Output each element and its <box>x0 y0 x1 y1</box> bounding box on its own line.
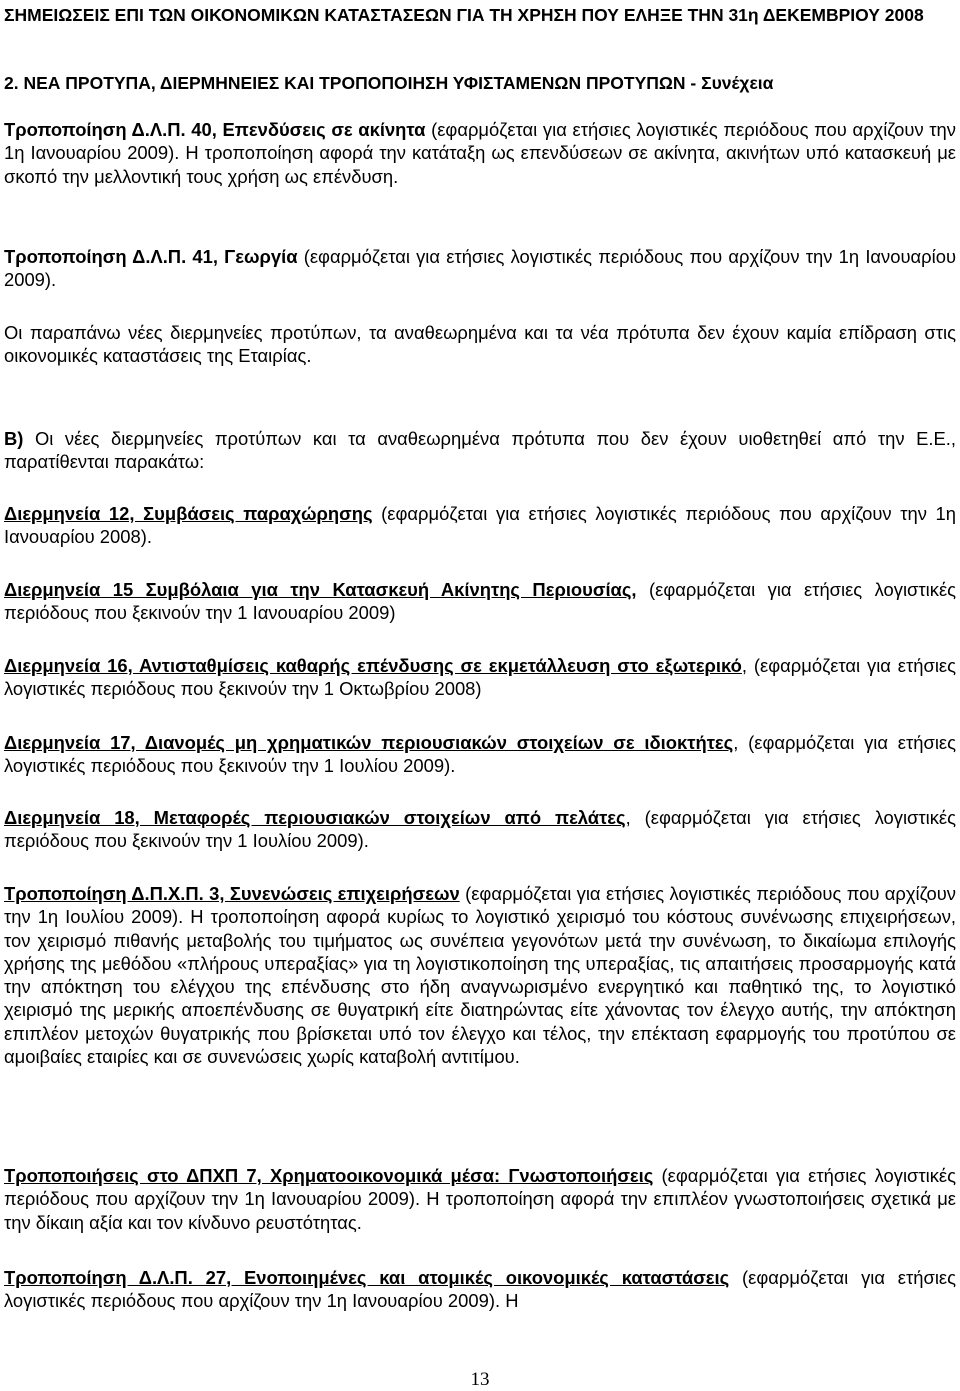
paragraph-not-adopted-text: Οι νέες διερμηνείες προτύπων και τα αναθεωρημένα πρότυπα που δεν έχουν υιοθετηθεί από την Ε.Ε., παρατίθενται παρακάτω: <box>4 428 956 473</box>
paragraph-no-impact <box>4 321 956 368</box>
paragraph-ifric15 <box>4 578 956 625</box>
paragraph-ifrs7 <box>4 1164 956 1234</box>
paragraph-ias41-text: (εφαρμόζεται για ετήσιες λογιστικές περιόδους που αρχίζουν την 1η Ιανουαρίου 2009). <box>4 246 957 291</box>
paragraph-ifric17 <box>4 731 956 778</box>
paragraph-ifric18 <box>4 806 956 853</box>
paragraph-ifrs7-text: (εφαρμόζεται για ετήσιες λογιστικές περιόδους που αρχίζουν την 1η Ιανουαρίου 2009). Η τροποποίηση αφορά την επιπλέον γνωστοποιήσεις σχετικά με την δίκαιη αξία και τον κίνδυνο ρευστότητας. <box>4 1165 956 1233</box>
paragraph-ifric12 <box>4 502 956 549</box>
paragraph-ifrs3 <box>4 882 956 1068</box>
paragraph-not-adopted <box>4 427 956 474</box>
paragraph-no-impact-text: Οι παραπάνω νέες διερμηνείες προτύπων, τα αναθεωρημένα και τα νέα πρότυπα δεν έχουν καμία επίδραση στις οικονομικές καταστάσεις της Εταιρίας. <box>4 322 956 367</box>
paragraph-ifric17-text: , (εφαρμόζεται για ετήσιες λογιστικές περιόδους που ξεκινούν την 1 Ιουλίου 2009). <box>4 732 956 777</box>
paragraph-ias41 <box>4 245 956 292</box>
paragraph-ias27 <box>4 1266 956 1313</box>
page-header-title: ΣΗΜΕΙΩΣΕΙΣ ΕΠΙ ΤΩΝ ΟΙΚΟΝΟΜΙΚΩΝ ΚΑΤΑΣΤΑΣΕΩΝ ΓΙΑ ΤΗ ΧΡΗΣΗ ΠΟΥ ΕΛΗΞΕ ΤΗΝ 31η ΔΕΚΕΜΒΡΙΟΥ 2008 <box>4 5 924 25</box>
page-number: 13 <box>470 1369 490 1390</box>
paragraph-ifric16-text: , (εφαρμόζεται για ετήσιες λογιστικές περιόδους που ξεκινούν την 1 Οκτωβρίου 2008) <box>4 655 956 700</box>
paragraph-ifric18-text: , (εφαρμόζεται για ετήσιες λογιστικές περιόδους που ξεκινούν την 1 Ιουλίου 2009). <box>4 807 956 852</box>
paragraph-ifric12-text: (εφαρμόζεται για ετήσιες λογιστικές περιόδους που αρχίζουν την 1η Ιανουαρίου 2008). <box>4 503 956 548</box>
paragraph-ifrs7-title: Τροποποιήσεις στο ΔΠΧΠ 7, Χρηματοοικονομικά μέσα: Γνωστοποιήσεις <box>4 1165 654 1186</box>
paragraph-ifric15-text: (εφαρμόζεται για ετήσιες λογιστικές περιόδους που ξεκινούν την 1 Ιανουαρίου 2009) <box>4 579 957 624</box>
paragraph-ias40-title: Τροποποίηση Δ.Λ.Π. 40, Επενδύσεις σε ακίνητα <box>4 119 426 140</box>
paragraph-ias40-text: (εφαρμόζεται για ετήσιες λογιστικές περιόδους που αρχίζουν την 1η Ιανουαρίου 2009). Η τροποποίηση αφορά την κατάταξη ως επενδύσεων σε ακίνητα, ακινήτων υπό κατασκευή με σκοπό την μελλοντική τους χρήση ως επένδυση. <box>4 119 956 187</box>
paragraph-ifrs3-text: (εφαρμόζεται για ετήσιες λογιστικές περιόδους που αρχίζουν την 1η Ιουλίου 2009). Η τροποποίηση αφορά κυρίως το λογιστικό χειρισμό του κόστους συνένωσης επιχειρήσεων, τον χειρισμό πιθανής μεταβολής του τιμήματος ως συνέπεια γεγονότων μετά την συνένωση, το δικαίωμα επιλογής χρήσης της μεθόδου «πλήρους υπεραξίας» για τη λογιστικοποίηση της υπεραξίας, τις απαιτήσεις προσαρμογής κατά την απόκτηση του ελέγχου της επένδυσης στο ήδη αναγνωρισμένο ενεργητικό και παθητικό της, το λογιστικό χειρισμό της μερικής αποεπένδυσης σε θυγατρική είτε διατηρώντας είτε χάνοντας τον έλεγχο αυτής, την απόκτηση επιπλέον μετοχών θυγατρικής που βρίσκεται υπό τον έλεγχο και τέλος, την επέκταση εφαρμογής του προτύπου σε αμοιβαίες εταιρίες και σε συνενώσεις χωρίς καταβολή αντιτίμου. <box>4 883 956 1068</box>
paragraph-ifric15-title: Διερμηνεία 15 Συμβόλαια για την Κατασκευή Ακίνητης Περιουσίας, <box>4 579 637 600</box>
section-heading: 2. ΝΕΑ ΠΡΟΤΥΠΑ, ΔΙΕΡΜΗΝΕΙΕΣ ΚΑΙ ΤΡΟΠΟΠΟΙΗΣΗ ΥΦΙΣΤΑΜΕΝΩΝ ΠΡΟΤΥΠΩΝ - Συνέχεια <box>4 73 774 93</box>
paragraph-ifric18-title: Διερμηνεία 18, Μεταφορές περιουσιακών στοιχείων από πελάτες <box>4 807 626 828</box>
paragraph-ias27-text: (εφαρμόζεται για ετήσιες λογιστικές περιόδους που αρχίζουν την 1η Ιανουαρίου 2009). Η <box>4 1267 956 1312</box>
paragraph-ias41-title: Τροποποίηση Δ.Λ.Π. 41, Γεωργία <box>4 246 298 267</box>
paragraph-ifric16-title: Διερμηνεία 16, Αντισταθμίσεις καθαρής επένδυσης σε εκμετάλλευση στο εξωτερικό <box>4 655 742 676</box>
paragraph-not-adopted-marker: Β) <box>4 428 24 449</box>
paragraph-ias40 <box>4 118 956 188</box>
paragraph-ifric17-title: Διερμηνεία 17, Διανομές μη χρηματικών περιουσιακών στοιχείων σε ιδιοκτήτες <box>4 732 734 753</box>
paragraph-ias27-title: Τροποποίηση Δ.Λ.Π. 27, Ενοποιημένες και ατομικές οικονομικές καταστάσεις <box>4 1267 730 1288</box>
paragraph-ifric16 <box>4 654 956 701</box>
paragraph-ifrs3-title: Τροποποίηση Δ.Π.Χ.Π. 3, Συνενώσεις επιχειρήσεων <box>4 883 460 904</box>
paragraph-ifric12-title: Διερμηνεία 12, Συμβάσεις παραχώρησης <box>4 503 373 524</box>
